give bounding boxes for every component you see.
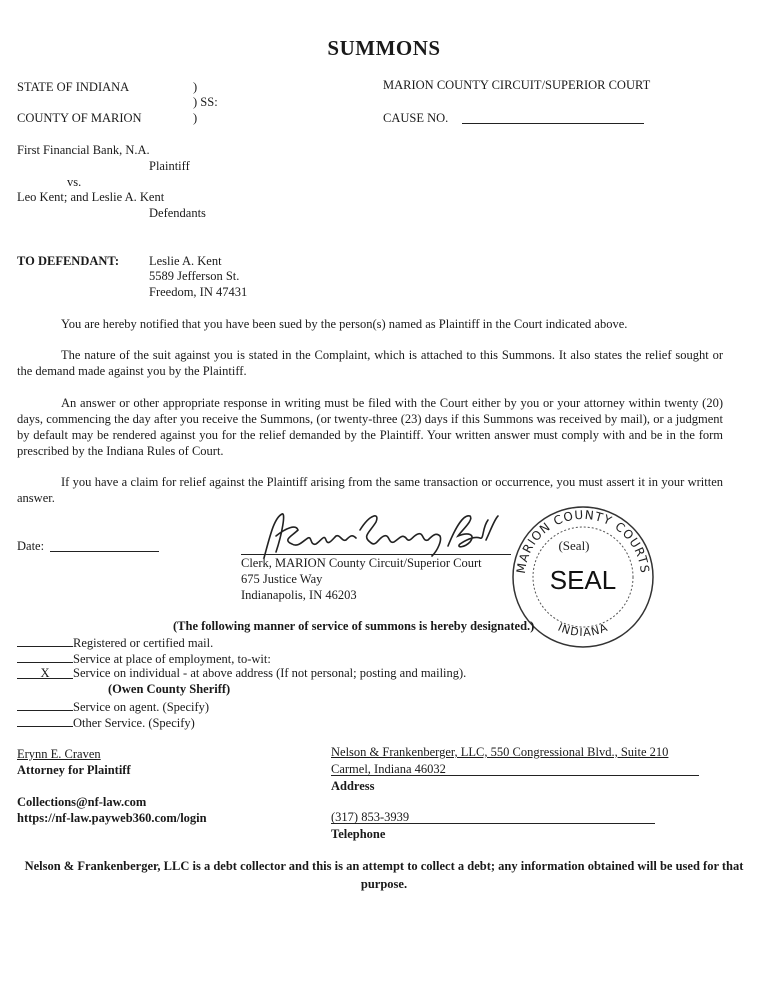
defendant-role: Defendants (149, 206, 206, 220)
sheriff-label: (Owen County Sheriff) (108, 682, 231, 696)
firm-phone: (317) 853-3939 (331, 810, 410, 824)
phone-line (331, 823, 655, 824)
service-option-row (17, 650, 271, 667)
svg-text:MARION COUNTY COURTS: MARION COUNTY COURTS (513, 507, 653, 575)
plaintiff-role: Plaintiff (149, 159, 190, 173)
service-option-label: Other Service. (Specify) (73, 716, 195, 730)
service-option-label: Service on individual - at above address (If not personal; posting and mailing). (73, 666, 467, 680)
answer-paragraph: An answer or other appropriate response in writing must be filed with the Court either by you or your attorney within twenty (20) days, commencing the day after you receive the Summons, (or twenty-three (23) days if this Summons was received by mail), or a judgment by default may be rendered against you for the relief demanded by the Plaintiff. Your written answer must comply with and be in the form prescribed by the Indiana Rules of Court. (17, 396, 723, 458)
state-label: STATE OF INDIANA (17, 80, 130, 94)
firm-address-line1: Nelson & Frankenberger, LLC, 550 Congressional Blvd., Suite 210 (331, 745, 669, 759)
attorney-name: Erynn E. Craven (17, 747, 101, 761)
svg-text:SEAL: SEAL (549, 565, 617, 595)
caption-ss: ) SS: (193, 95, 218, 109)
service-heading: (The following manner of service of summons is hereby designated.) (173, 619, 535, 633)
service-option-row (17, 666, 466, 681)
clerk-street: 675 Justice Way (241, 572, 323, 586)
defendant-address-street: 5589 Jefferson St. (149, 269, 240, 283)
svg-text:(Seal): (Seal) (558, 538, 590, 553)
svg-text:INDIANA: INDIANA (555, 620, 611, 640)
court-name: MARION COUNTY CIRCUIT/SUPERIOR COURT (383, 78, 651, 92)
attorney-website[interactable]: https://nf-law.payweb360.com/login (17, 811, 207, 825)
document-title: SUMMONS (327, 36, 441, 60)
service-option-label: Service at place of employment, to-wit: (73, 652, 271, 666)
attorney-email[interactable]: Collections@nf-law.com (17, 795, 147, 809)
nature-paragraph: The nature of the suit against you is stated in the Complaint, which is attached to this Summons. It also states the relief sought or the demand made against you by the Plaintiff. (17, 348, 723, 378)
caption-paren: ) (193, 111, 198, 125)
address-label: Address (331, 779, 375, 793)
defendant-address-city: Freedom, IN 47431 (149, 285, 248, 299)
service-option-label: Service on agent. (Specify) (73, 700, 210, 714)
clerk-city: Indianapolis, IN 46203 (241, 588, 357, 602)
defendant-address-name: Leslie A. Kent (149, 254, 222, 268)
county-label: COUNTY OF MARION (17, 111, 142, 125)
notice-paragraph: You are hereby notified that you have been sued by the person(s) named as Plaintiff in the Court indicated above. (61, 317, 628, 331)
service-mark (17, 698, 73, 711)
defendant-names: Leo Kent; and Leslie A. Kent (17, 190, 165, 204)
clerk-title: Clerk, MARION County Circuit/Superior Court (241, 556, 482, 570)
cause-number-blank (462, 123, 644, 124)
firm-address-line2: Carmel, Indiana 46032 (331, 762, 446, 776)
to-defendant-label: TO DEFENDANT: (17, 254, 119, 268)
date-label: Date: (17, 539, 45, 553)
service-mark: X (17, 666, 73, 679)
service-mark (17, 650, 73, 663)
address-line (331, 775, 699, 776)
service-option-row (17, 714, 195, 731)
debt-collector-notice: Nelson & Frankenberger, LLC is a debt collector and this is an attempt to collect a debt; any information obtained will be used for that purpose. (24, 859, 744, 891)
service-option-label: Registered or certified mail. (73, 636, 214, 650)
plaintiff-name: First Financial Bank, N.A. (17, 143, 150, 157)
cause-number-label: CAUSE NO. (383, 111, 449, 125)
telephone-label: Telephone (331, 827, 386, 841)
service-mark (17, 714, 73, 727)
attorney-role: Attorney for Plaintiff (17, 763, 131, 777)
versus: vs. (67, 175, 82, 189)
date-blank (50, 551, 159, 552)
signature-line (241, 554, 511, 555)
claim-paragraph: If you have a claim for relief against the Plaintiff arising from the same transaction or occurrence, you must assert it in your written answer. (17, 475, 723, 505)
service-option-row (17, 634, 213, 651)
caption-paren: ) (193, 80, 198, 94)
service-option-row (17, 698, 209, 715)
service-mark (17, 634, 73, 647)
